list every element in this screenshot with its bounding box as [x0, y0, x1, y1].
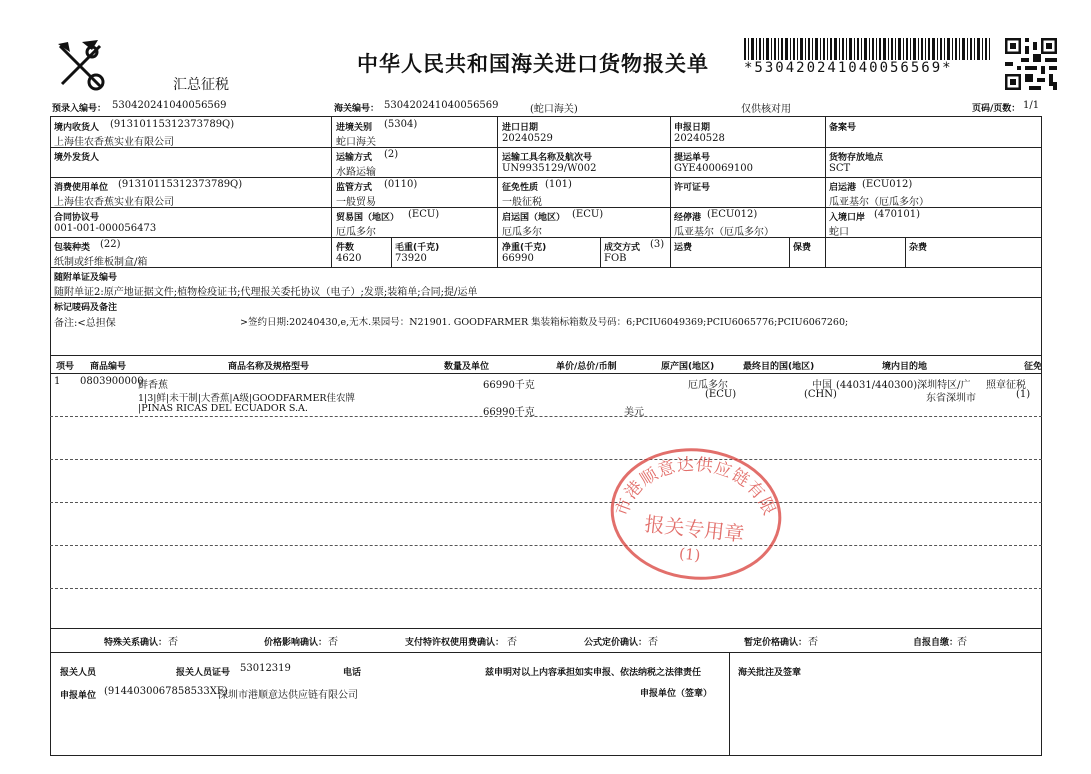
bl-number: GYE400069100: [674, 163, 753, 174]
documents-label: 随附单证及编号: [54, 273, 118, 283]
levy-nature-code: (101): [545, 179, 572, 190]
goods-hs-code: 0803900000: [80, 376, 144, 387]
col-domestic-dest: 境内目的地: [882, 362, 928, 372]
user-label: 消费使用单位: [54, 183, 109, 193]
phone-label: 电话: [343, 668, 362, 678]
package-code: (22): [100, 239, 121, 250]
price-impact: 否: [328, 637, 338, 648]
origin-country: 厄瓜多尔: [502, 227, 542, 238]
tentative-price-label: 暂定价格确认：: [744, 638, 808, 648]
col-origin: 原产国(地区): [661, 362, 715, 372]
barcode: [744, 38, 990, 60]
pre-entry-label: 预录入编号：: [52, 104, 107, 114]
transit-label: 经停港: [674, 213, 702, 223]
declarant-label: 报关人员: [60, 668, 97, 678]
seal-company-name: 深圳市港顺意达供应链有限公司: [612, 454, 780, 520]
pieces: 4620: [336, 253, 362, 264]
tentative-price: 否: [808, 637, 818, 648]
self-pay: 否: [957, 637, 967, 648]
col-goods-name: 商品名称及规格型号: [228, 362, 310, 372]
price-impact-label: 价格影响确认：: [264, 638, 328, 648]
unit-label: 申报单位: [60, 691, 97, 701]
col-price: 单价/总价/币制: [556, 362, 617, 372]
goods-origin-code: (ECU): [705, 389, 737, 400]
trade-country-label: 贸易国（地区）: [336, 213, 400, 223]
bl-label: 提运单号: [674, 153, 711, 163]
net-weight: 66990: [502, 253, 534, 264]
goods-dest: 中国: [812, 380, 832, 391]
entry-port: 蛇口: [829, 227, 849, 238]
special-relation: 否: [168, 637, 178, 648]
goods-currency: 美元: [624, 407, 644, 418]
gross-weight-label: 毛重(千克): [395, 243, 440, 253]
departure-label: 启运港: [829, 183, 857, 193]
goods-levy-code: (1): [1016, 389, 1031, 400]
levy-nature-name: 一般征税: [502, 197, 542, 208]
storage: SCT: [829, 163, 851, 174]
declare-date-label: 申报日期: [674, 123, 711, 133]
goods-qty-1: 66990千克: [483, 380, 535, 391]
goods-levy: 照章征税: [986, 380, 1026, 391]
formula-price-label: 公式定价确认：: [584, 638, 648, 648]
customs-office: (蛇口海关): [530, 104, 578, 115]
customs-note-label: 海关批注及签章: [738, 668, 802, 678]
origin-country-label: 启运国（地区）: [502, 213, 566, 223]
consignee-code: (91310115312373789Q): [110, 119, 235, 130]
departure-code: (ECU012): [862, 179, 913, 190]
declare-date: 20240528: [674, 133, 725, 144]
origin-country-code: (ECU): [572, 209, 604, 220]
consignee-label: 境内收货人: [54, 123, 100, 133]
goods-spec-1: 1|3|鲜|未干制|大香蕉|A级|GOODFARMER佳农牌: [138, 393, 356, 404]
license-label: 许可证号: [674, 183, 711, 193]
royalty: 否: [507, 637, 517, 648]
terms-label: 成交方式: [604, 243, 641, 253]
pieces-label: 件数: [336, 243, 355, 253]
customs-no: 530420241040056569: [384, 100, 499, 111]
misc-fee-label: 杂费: [909, 243, 928, 253]
user-code: (91310115312373789Q): [118, 179, 243, 190]
terms-code: (3): [650, 239, 665, 250]
vessel-label: 运输工具名称及航次号: [502, 153, 593, 163]
gross-weight: 73920: [395, 253, 427, 264]
import-date-label: 进口日期: [502, 123, 539, 133]
goods-domestic: (44031/440300)深圳特区/广: [836, 380, 971, 391]
levy-nature-label: 征免性质: [502, 183, 539, 193]
col-levy: 征免: [1024, 362, 1043, 372]
customs-no-label: 海关编号：: [334, 104, 380, 114]
goods-origin: 厄瓜多尔: [688, 380, 728, 391]
transport-code: (2): [384, 149, 399, 160]
transport-label: 运输方式: [336, 153, 373, 163]
entry-port-code: (470101): [874, 209, 920, 220]
goods-domestic-2: 东省深圳市: [926, 393, 976, 404]
pre-entry-no: 530420241040056569: [112, 100, 227, 111]
import-date: 20240529: [502, 133, 553, 144]
package-label: 包装种类: [54, 243, 91, 253]
goods-spec-2: |PINAS RICAS DEL ECUADOR S.A.: [138, 403, 308, 414]
declarant-cert: 53012319: [240, 663, 291, 674]
supervision-code: (0110): [384, 179, 418, 190]
goods-qty-2: 66990千克: [483, 407, 535, 418]
storage-label: 货物存放地点: [829, 153, 884, 163]
special-relation-label: 特殊关系确认：: [104, 638, 168, 648]
terms: FOB: [604, 253, 627, 264]
seal-number: (1): [678, 544, 702, 565]
contract: 001-001-000056473: [54, 223, 157, 234]
port-label: 进境关别: [336, 123, 373, 133]
consignee-name: 上海佳农香蕉实业有限公司: [54, 137, 174, 148]
net-weight-label: 净重(千克): [502, 243, 547, 253]
page-label: 页码/页数：: [972, 104, 1021, 114]
entry-port-label: 入境口岸: [829, 213, 866, 223]
supervision-name: 一般贸易: [336, 197, 376, 208]
tax-mode: 汇总征税: [173, 77, 229, 93]
unit-code: (9144030067858533XF): [104, 686, 228, 697]
legal-statement: 兹申明对以上内容承担如实申报、依法纳税之法律责任: [485, 668, 702, 678]
shipper-label: 境外发货人: [54, 153, 100, 163]
transit: 瓜亚基尔（厄瓜多尔）: [674, 227, 774, 238]
contract-label: 合同协议号: [54, 213, 100, 223]
supervision-label: 监管方式: [336, 183, 373, 193]
unit-name: 深圳市港顺意达供应链有限公司: [218, 690, 358, 701]
port-name: 蛇口海关: [336, 137, 376, 148]
transit-code: (ECU012): [707, 209, 758, 220]
goods-name: 鲜香蕉: [138, 380, 168, 391]
remark: 备注:<总担保: [54, 318, 116, 329]
documents: 随附单证2:原产地证据文件;植物检疫证书;代理报关委托协议（电子）;发票;装箱单;合同;提/运单: [54, 287, 478, 298]
document-title: 中华人民共和国海关进口货物报关单: [357, 51, 709, 76]
package: 纸制或纤维板制盒/箱: [54, 257, 148, 268]
insurance-label: 保费: [793, 243, 812, 253]
seal-purpose: 报关专用章: [643, 511, 746, 547]
record-label: 备案号: [829, 123, 857, 133]
formula-price: 否: [648, 637, 658, 648]
transport-name: 水路运输: [336, 167, 376, 178]
barcode-text: *530420241040056569*: [744, 60, 953, 76]
freight-label: 运费: [674, 243, 693, 253]
marks-label: 标记唛码及备注: [54, 303, 118, 313]
port-code: (5304): [384, 119, 418, 130]
royalty-label: 支付特许权使用费确认：: [405, 638, 505, 648]
goods-item-no: 1: [54, 376, 61, 387]
company-seal: [606, 444, 786, 584]
user-name: 上海佳农香蕉实业有限公司: [54, 197, 174, 208]
col-final-dest: 最终目的国(地区): [743, 362, 815, 372]
trade-country-code: (ECU): [408, 209, 440, 220]
col-quantity: 数量及单位: [444, 362, 490, 372]
self-pay-label: 自报自缴：: [913, 638, 959, 648]
goods-dest-code: (CHN): [804, 389, 837, 400]
unit-seal-label: 申报单位（签章）: [640, 689, 713, 699]
col-item-no: 项号: [56, 362, 75, 372]
page-value: 1/1: [1023, 100, 1040, 111]
marks-detail: >签约日期:20240430,e,无木.果园号：N21901. GOODFARMER 集装箱标箱数及号码：6;PCIU6049369;PCIU6065776;PCIU6067260;: [240, 317, 849, 328]
check-only: 仅供核对用: [741, 104, 791, 115]
vessel: UN9935129/W002: [502, 163, 597, 174]
qr-code: [1005, 38, 1057, 90]
declarant-cert-label: 报关人员证号: [176, 668, 231, 678]
departure-name: 瓜亚基尔（厄瓜多尔）: [829, 197, 929, 208]
trade-country: 厄瓜多尔: [336, 227, 376, 238]
customs-emblem: [52, 38, 110, 96]
col-hs-code: 商品编号: [90, 362, 127, 372]
